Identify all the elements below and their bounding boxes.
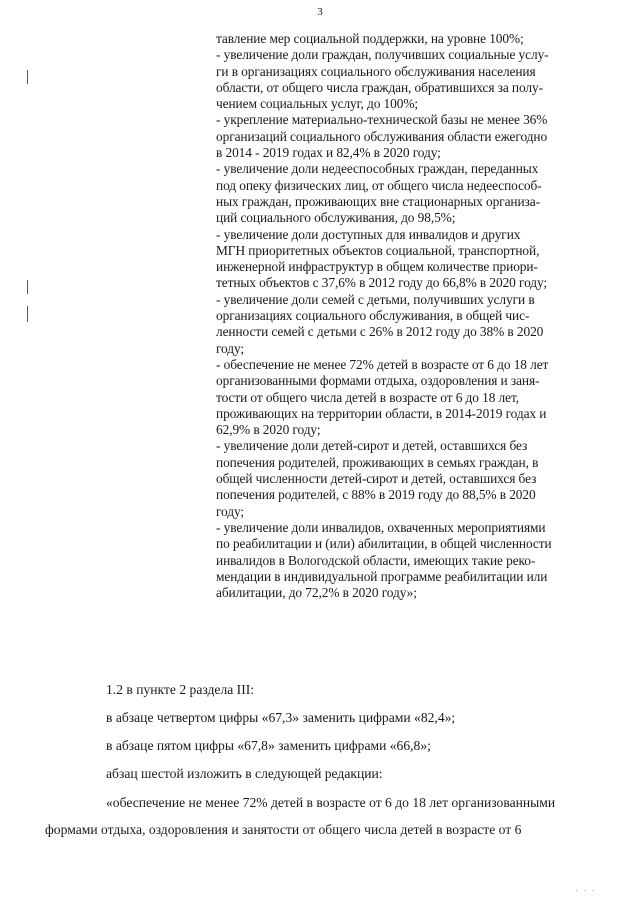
quoted-text-line: по реабилитации и (или) абилитации, в общей численности <box>216 536 552 552</box>
quoted-text-line: в 2014 - 2019 годах и 82,4% в 2020 году; <box>216 145 441 161</box>
page-number: 3 <box>317 6 323 18</box>
quoted-text-line: общей численности детей-сирот и детей, оставшихся без <box>216 471 537 487</box>
quoted-text-line: МГН приоритетных объектов социальной, транспортной, <box>216 242 540 258</box>
quoted-text-line: тетных объектов с 37,6% в 2012 году до 66,8% в 2020 году; <box>216 275 548 291</box>
quoted-text-line: - увеличение доли недееспособных граждан, переданных <box>216 161 539 177</box>
quoted-text-line: ных граждан, проживающих вне стационарных организа- <box>216 193 540 209</box>
quoted-text-line: году; <box>216 503 245 519</box>
quoted-text-line: году; <box>216 340 245 356</box>
quoted-text-line: - увеличение доли граждан, получивших социальные услу- <box>216 47 549 63</box>
quoted-text-line: - укрепление материально-технической базы не менее 36% <box>216 112 548 128</box>
margin-mark <box>27 70 28 84</box>
quoted-text-line: попечения родителей, проживающих в семьях граждан, в <box>216 454 539 470</box>
quoted-text-line: - увеличение доли семей с детьми, получивших услуги в <box>216 291 535 307</box>
scan-artifact: · · · <box>575 887 596 895</box>
quoted-text-block <box>216 31 616 601</box>
quoted-text-line: организованными формами отдыха, оздоровления и заня- <box>216 373 540 389</box>
quoted-text-line: инженерной инфраструктур в общем количестве приори- <box>216 259 538 275</box>
quoted-text-line: - обеспечение не менее 72% детей в возрасте от 6 до 18 лет <box>216 356 549 372</box>
quoted-text-line: чением социальных услуг, до 100%; <box>216 96 419 112</box>
quoted-text-line: абилитации, до 72,2% в 2020 году»; <box>216 585 417 601</box>
paragraph-5-change: в абзаце пятом цифры «67,8» заменить цифрами «66,8»; <box>106 738 431 753</box>
quoted-text-line: - увеличение доли детей-сирот и детей, оставшихся без <box>216 438 528 454</box>
quoted-text-line: ленности семей с детьми с 26% в 2012 году до 38% в 2020 <box>216 324 544 340</box>
quoted-text-line: тости от общего числа детей в возрасте от 6 до 18 лет, <box>216 389 519 405</box>
quoted-text-line: тавление мер социальной поддержки, на уровне 100%; <box>216 31 524 46</box>
quoted-text-line: мендации в индивидуальной программе реабилитации или <box>216 568 548 584</box>
quoted-text-line: организаций социального обслуживания области ежегодно <box>216 128 548 144</box>
quoted-text-line: попечения родителей, с 88% в 2019 году до 88,5% в 2020 <box>216 487 536 503</box>
paragraph-4-change: в абзаце четвертом цифры «67,3» заменить цифрами «82,4»; <box>106 710 456 725</box>
quoted-text-line: - увеличение доли инвалидов, охваченных мероприятиями <box>216 519 546 535</box>
quoted-text-line: проживающих на территории области, в 2014-2019 годах и <box>216 405 547 421</box>
quoted-text-line: ций социального обслуживания, до 98,5%; <box>216 210 456 226</box>
quoted-text-line: инвалидов в Вологодской области, имеющих такие реко- <box>216 552 536 568</box>
quoted-text-line: ги в организациях социального обслуживания населения <box>216 63 536 79</box>
quoted-text-line: области, от общего числа граждан, обратившихся за полу- <box>216 79 543 95</box>
margin-mark <box>27 280 28 294</box>
new-text-continuation: формами отдыха, оздоровления и занятости от общего числа детей в возрасте от 6 <box>45 822 522 837</box>
quoted-text-line: организациях социального обслуживания, в общей чис- <box>216 308 530 324</box>
item-heading: 1.2 в пункте 2 раздела III: <box>106 682 255 697</box>
quoted-text-line: - увеличение доли доступных для инвалидов и других <box>216 226 521 242</box>
quoted-text-line: 62,9% в 2020 году; <box>216 422 321 438</box>
quoted-text-line: под опеку физических лиц, от общего числа недееспособ- <box>216 177 542 193</box>
margin-mark <box>27 306 28 322</box>
paragraph-6-change: абзац шестой изложить в следующей редакции: <box>106 766 383 781</box>
new-text-start: «обеспечение не менее 72% детей в возрасте от 6 до 18 лет организованными <box>106 795 556 810</box>
